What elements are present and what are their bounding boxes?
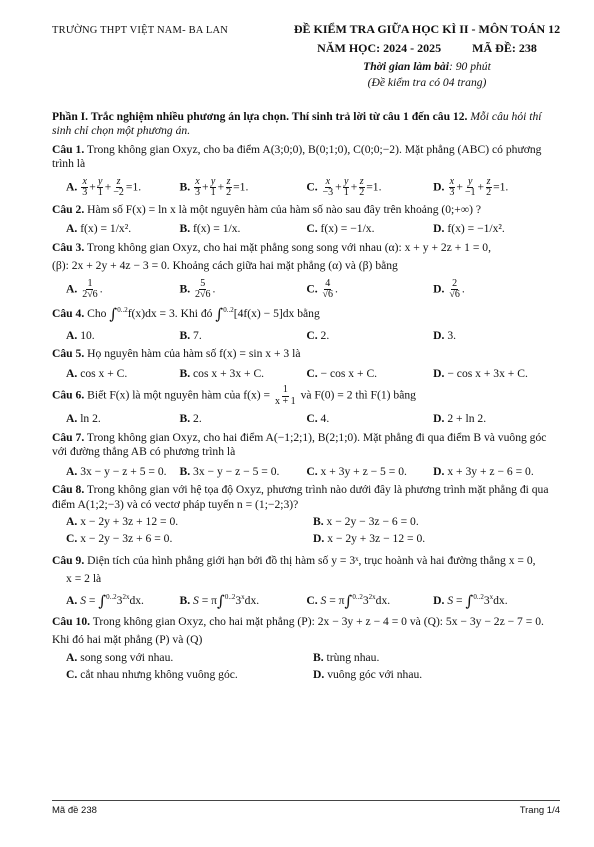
- question-text: Trong không gian Oxyz, cho ba điểm A(3;0;0), B(0;1;0), C(0;0;−2). Mặt phẳng (ABC) có phương trình là: [52, 142, 542, 171]
- option-d[interactable]: D. 3.: [433, 328, 457, 342]
- integral-icon: ∫: [109, 304, 118, 323]
- question-number: Câu 10.: [52, 614, 91, 628]
- answer-options: [52, 329, 560, 343]
- question-4: Câu 4. Cho ∫$^{0..2}$f(x)dx = 3. Khi đó ∫$^{0..2}$[4f(x) − 5]dx bằng A. 10. B. 7. C. 2. D. 3.: [52, 305, 560, 343]
- option-c[interactable]: C. − cos x + C.: [306, 366, 378, 380]
- option-c[interactable]: C. cắt nhau nhưng không vuông góc.: [66, 668, 238, 682]
- option-a[interactable]: A. $S = \int^{0..2}3^{2x}dx$.: [66, 591, 144, 610]
- option-a[interactable]: A. x − 2y + 3z + 12 = 0.: [66, 514, 179, 528]
- question-6: Câu 6. Biết F(x) là một nguyên hàm của f(x) = $\frac{1}{x + 1}$ và F(0) = 2 thì F(1) bằng A. ln 2. B. 2. C. 4. D. 2 + ln 2.: [52, 385, 560, 426]
- question-text: Họ nguyên hàm của hàm số f(x) = sin x + 3 là: [87, 347, 301, 361]
- integral-icon: ∫: [217, 591, 225, 610]
- question-number: Câu 9.: [52, 553, 85, 567]
- question-text-cont: Khi đó hai mặt phẳng (P) và (Q): [52, 633, 203, 647]
- part-1-subtitle: Mỗi câu hỏi thí sinh chỉ chọn một phương án.: [52, 110, 542, 138]
- answer-options: [52, 222, 560, 236]
- option-d[interactable]: D. $S = \int^{0..2}3^xdx$.: [433, 591, 508, 610]
- question-text: Trong không gian với hệ tọa độ Oxyz, phương trình nào dưới đây là phương trình mặt phẳng đi qua điểm A(1;2;−3) và có vectơ pháp tuyến n = (1;−2;3)?: [52, 483, 549, 511]
- option-b[interactable]: B. $S = \pi\int^{0..2}3^xdx$.: [179, 591, 260, 610]
- question-7: [52, 431, 560, 479]
- exam-code: MÃ ĐỀ: 238: [472, 41, 537, 55]
- integral-icon: ∫: [465, 591, 474, 610]
- answer-options: [52, 465, 560, 479]
- option-b[interactable]: B. cos x + 3x + C.: [179, 366, 265, 380]
- answer-options: [52, 177, 560, 199]
- exam-title-block: [262, 22, 592, 91]
- option-a[interactable]: A. cos x + C.: [66, 366, 128, 380]
- page-footer: [52, 800, 560, 817]
- option-a[interactable]: A. $\frac{1}{2√6}$ .: [66, 277, 103, 301]
- exam-title: ĐỀ KIỂM TRA GIỮA HỌC KÌ II - MÔN TOÁN 12: [293, 22, 561, 36]
- part-1-title: Phần I. Trắc nghiệm nhiều phương án lựa chọn. Thí sinh trả lời từ câu 1 đến câu 12.: [52, 110, 468, 123]
- question-number: Câu 5.: [52, 347, 85, 361]
- question-9: [52, 554, 560, 611]
- question-text: Trong không gian Oxyz, cho hai mặt phẳng (P): 2x − 3y + z − 4 = 0 và (Q): 5x − 3y − 2z − 7 = 0.: [92, 614, 544, 628]
- integral-icon: ∫: [344, 591, 353, 610]
- answer-options: [52, 279, 560, 301]
- option-d[interactable]: D. x − 2y + 3z − 12 = 0.: [313, 532, 426, 546]
- option-c[interactable]: C. x − 2y − 3z + 6 = 0.: [66, 532, 173, 546]
- option-d[interactable]: D. f(x) = −1/x².: [433, 222, 505, 236]
- option-a[interactable]: A. 3x − y − z + 5 = 0.: [66, 464, 167, 478]
- option-a[interactable]: A. ln 2.: [66, 412, 101, 426]
- time-value: : 90 phút: [448, 60, 491, 73]
- answer-options: [52, 651, 560, 686]
- option-a[interactable]: A. song song với nhau.: [66, 650, 174, 664]
- option-d[interactable]: D. $\frac{2}{√6}$ .: [433, 277, 465, 301]
- option-d[interactable]: D. 2 + ln 2.: [433, 412, 487, 426]
- question-number: Câu 1.: [52, 142, 85, 156]
- question-text-cont: (β): 2x + 2y + 4z − 3 = 0. Khoảng cách giữa hai mặt phẳng (α) và (β) bằng: [52, 259, 398, 273]
- pages-note: (Đề kiểm tra có 04 trang): [367, 76, 487, 90]
- option-b[interactable]: B. f(x) = 1/x.: [179, 222, 241, 236]
- school-name: TRƯỜNG THPT VIỆT NAM- BA LAN: [52, 25, 229, 36]
- question-number: Câu 6.: [52, 388, 85, 402]
- question-10: [52, 615, 560, 686]
- option-d[interactable]: D. $\frac{x}{3}$ + $\frac{y}{-1}$ + $\frac{z}{2}$ =1.: [433, 175, 509, 199]
- footer-page-number: Trang 1/4: [519, 805, 560, 816]
- school-year: NĂM HỌC: 2024 - 2025: [317, 41, 442, 55]
- option-c[interactable]: C. x + 3y + z − 5 = 0.: [306, 464, 407, 478]
- option-a[interactable]: A. 10.: [66, 328, 95, 342]
- question-2: [52, 203, 560, 237]
- option-b[interactable]: B. x − 2y − 3z − 6 = 0.: [313, 514, 419, 528]
- part-1-heading: [52, 110, 560, 139]
- question-text: Trong không gian Oxyz, cho hai mặt phẳng song song với nhau (α): x + y + 2z + 1 = 0,: [86, 240, 491, 254]
- option-c[interactable]: C. 2.: [306, 328, 330, 342]
- option-b[interactable]: B. $\frac{5}{2√6}$ .: [179, 277, 216, 301]
- option-a[interactable]: A. $\frac{x}{3}$ + $\frac{y}{1}$ + $\frac{z}{-2}$ =1.: [66, 175, 142, 199]
- question-text: Diện tích của hình phẳng giới hạn bởi đồ thị hàm số y = 3ˣ, trục hoành và hai đường thẳng x = 0,: [87, 553, 536, 567]
- question-number: Câu 7.: [52, 430, 85, 444]
- question-number: Câu 4.: [52, 306, 85, 320]
- option-b[interactable]: B. 2.: [179, 412, 202, 426]
- option-d[interactable]: D. x + 3y + z − 6 = 0.: [433, 464, 534, 478]
- option-b[interactable]: B. 3x − y − z − 5 = 0.: [179, 464, 280, 478]
- question-text: Trong không gian Oxyz, cho hai điểm A(−1;2;1), B(2;1;0). Mặt phẳng đi qua điểm B và vuông góc với đường thẳng AB có phương trình là: [52, 430, 547, 459]
- answer-options: [52, 367, 560, 381]
- exam-header: [52, 20, 560, 110]
- integral-icon: ∫: [215, 304, 224, 323]
- question-text-cont: x = 2 là: [66, 572, 102, 586]
- option-c[interactable]: C. $\frac{x}{-3}$ + $\frac{y}{1}$ + $\frac{z}{2}$ =1.: [306, 175, 382, 199]
- option-b[interactable]: B. trùng nhau.: [313, 650, 380, 664]
- integral-icon: ∫: [98, 591, 107, 610]
- question-1: [52, 143, 560, 199]
- school-year-line: [262, 41, 592, 56]
- option-c[interactable]: C. $\frac{4}{√6}$ .: [306, 277, 338, 301]
- question-number: Câu 8.: [52, 483, 85, 497]
- option-d[interactable]: D. vuông góc với nhau.: [313, 668, 423, 682]
- question-number: Câu 2.: [52, 202, 85, 216]
- answer-options: [52, 592, 560, 611]
- footer-exam-code: Mã đề 238: [52, 805, 97, 816]
- question-3: [52, 241, 560, 301]
- question-8: [52, 483, 560, 550]
- question-text: Hàm số F(x) = ln x là một nguyên hàm của hàm số nào sau đây trên khoảng (0;+∞) ?: [87, 202, 481, 216]
- option-b[interactable]: B. 7.: [179, 328, 202, 342]
- time-label: Thời gian làm bài: [363, 60, 449, 73]
- answer-options: [52, 515, 560, 550]
- question-5: [52, 347, 560, 381]
- option-c[interactable]: C. f(x) = −1/x.: [306, 222, 375, 236]
- option-a[interactable]: A. f(x) = 1/x².: [66, 222, 132, 236]
- option-b[interactable]: B. $\frac{x}{3}$ + $\frac{y}{1}$ + $\frac{z}{2}$ =1.: [179, 175, 249, 199]
- option-d[interactable]: D. − cos x + 3x + C.: [433, 366, 528, 380]
- exam-time: [262, 60, 592, 74]
- answer-options: [52, 412, 560, 426]
- option-c[interactable]: C. $S = \pi\int^{0..2}3^{2x}dx$.: [306, 591, 391, 610]
- option-c[interactable]: C. 4.: [306, 412, 330, 426]
- question-number: Câu 3.: [52, 240, 85, 254]
